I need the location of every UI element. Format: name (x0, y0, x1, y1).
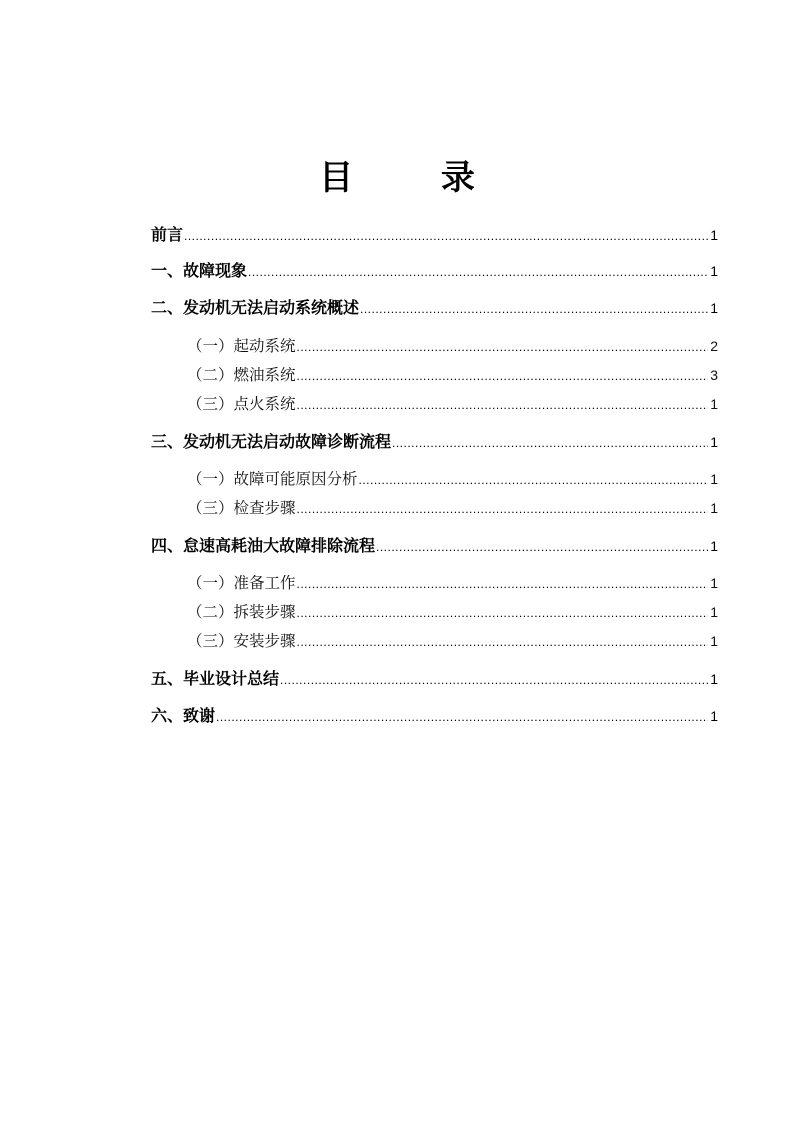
toc-leader-dots (297, 364, 708, 388)
toc-page-number: 1 (710, 434, 718, 450)
toc-page-number: 1 (710, 300, 718, 316)
toc-page-number: 1 (710, 708, 718, 724)
toc-leader-dots (359, 468, 708, 492)
toc-entry-section-5[interactable] (151, 667, 718, 691)
toc-leader-dots (297, 572, 708, 596)
toc-entry-section-1[interactable] (151, 259, 718, 283)
toc-entry-section-6[interactable] (151, 704, 718, 728)
toc-entry-section-2-3[interactable] (187, 392, 718, 416)
toc-leader-dots (216, 705, 708, 729)
toc-entry-section-2-1[interactable] (187, 334, 718, 358)
toc-entry-text: （二）拆装步骤 (187, 603, 296, 621)
toc-entry-section-4-3[interactable] (187, 629, 718, 653)
toc-leader-dots (360, 297, 708, 321)
toc-page-number: 1 (710, 263, 718, 279)
toc-page-number: 1 (710, 604, 718, 620)
toc-entry-text: 六、致谢 (151, 706, 216, 725)
toc-page-number: 1 (710, 575, 718, 591)
toc-page-number: 1 (710, 633, 718, 649)
toc-page-number: 1 (710, 500, 718, 516)
toc-leader-dots (392, 431, 708, 455)
toc-entry-text: 前言 (151, 225, 184, 244)
toc-leader-dots (297, 335, 708, 359)
toc-entry-text: （一）故障可能原因分析 (187, 470, 358, 488)
toc-entry-section-2-2[interactable] (187, 363, 718, 387)
toc-entry-text: （三）点火系统 (187, 395, 296, 413)
toc-page-number: 1 (710, 227, 718, 243)
toc-page-number: 3 (710, 367, 718, 383)
toc-entry-text: （一）准备工作 (187, 574, 296, 592)
toc-entry-text: 三、发动机无法启动故障诊断流程 (151, 432, 392, 451)
toc-leader-dots (376, 535, 708, 559)
toc-entry-text: 五、毕业设计总结 (151, 669, 280, 688)
toc-entry-section-4[interactable] (151, 534, 718, 558)
toc-page-number: 2 (710, 338, 718, 354)
toc-entry-text: （一）起动系统 (187, 337, 296, 355)
toc-entry-text: 四、怠速高耗油大故障排除流程 (151, 536, 376, 555)
toc-entry-preface[interactable] (151, 223, 718, 247)
toc-page-number: 1 (710, 396, 718, 412)
page-title: 目 录 (319, 158, 513, 198)
toc-entry-text: （三）检查步骤 (187, 499, 296, 517)
toc-entry-text: （二）燃油系统 (187, 366, 296, 384)
toc-entry-section-4-1[interactable] (187, 571, 718, 595)
toc-leader-dots (184, 224, 708, 248)
toc-entry-text: 一、故障现象 (151, 261, 248, 280)
toc-page-number: 1 (710, 671, 718, 687)
toc-entry-section-3-1[interactable] (187, 467, 718, 491)
toc-leader-dots (248, 260, 708, 284)
toc-leader-dots (297, 630, 708, 654)
toc-entry-section-2[interactable] (151, 296, 718, 320)
toc-entry-section-3[interactable] (151, 430, 718, 454)
toc-leader-dots (280, 668, 708, 692)
toc-page-number: 1 (710, 471, 718, 487)
toc-leader-dots (297, 393, 708, 417)
toc-entry-text: （三）安装步骤 (187, 632, 296, 650)
toc-entry-section-3-3[interactable] (187, 496, 718, 520)
toc-page-number: 1 (710, 538, 718, 554)
toc-leader-dots (297, 497, 708, 521)
toc-leader-dots (297, 601, 708, 625)
toc-entry-text: 二、发动机无法启动系统概述 (151, 298, 360, 317)
toc-entry-section-4-2[interactable] (187, 600, 718, 624)
